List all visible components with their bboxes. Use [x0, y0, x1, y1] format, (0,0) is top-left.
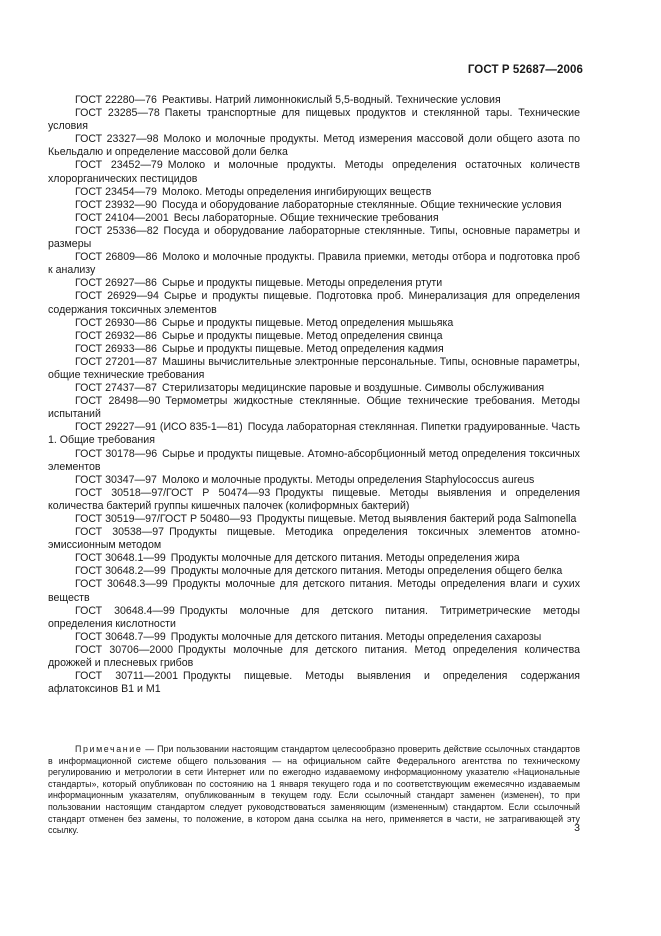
reference-title: Сырье и продукты пищевые. Подготовка проб. Минерализация для определения содержания токсичных элементов — [48, 290, 580, 316]
reference-title: Сырье и продукты пищевые. Методы определения ртути — [161, 277, 443, 290]
reference-title: Продукты пищевые. Методы выявления и определения количества бактерий группы кишечных палочек (колиформных бактерий) — [48, 486, 580, 512]
reference-code: ГОСТ 23452—79 — [75, 159, 163, 172]
reference-code: ГОСТ 25336—82 — [75, 224, 159, 237]
reference-code: ГОСТ 22280—76 — [75, 94, 157, 106]
reference-item — [48, 644, 580, 670]
reference-item — [48, 474, 580, 487]
reference-title: Продукты молочные для детского питания. Метод определения количества дрожжей и плесневых грибов — [48, 643, 580, 670]
reference-item — [48, 94, 580, 107]
reference-title: Молоко и молочные продукты. Метод измерения массовой доли общего азота по Кьельдалю и определение массовой доли белка — [48, 133, 580, 159]
reference-item — [48, 578, 580, 604]
reference-title: Молоко и молочные продукты. Методы определения Staphylococcus aureus — [161, 473, 535, 486]
reference-code: ГОСТ 28498—90 — [75, 395, 161, 408]
reference-title: Термометры жидкостные стеклянные. Общие технические требования. Методы испытаний — [48, 395, 580, 421]
reference-code: ГОСТ 27201—87 — [75, 355, 158, 368]
reference-item — [48, 631, 580, 644]
reference-code: ГОСТ 30648.7—99 — [75, 630, 166, 643]
reference-code: ГОСТ 30711—2001 — [75, 670, 179, 683]
reference-item — [48, 225, 580, 251]
reference-code: ГОСТ 30648.4—99 — [75, 604, 175, 617]
reference-code: ГОСТ 23454—79 — [75, 185, 157, 198]
reference-item — [48, 107, 580, 133]
reference-title: Продукты молочные для детского питания. Титриметрические методы определения кислотности — [48, 604, 581, 630]
reference-item — [48, 487, 580, 513]
reference-item — [48, 395, 580, 421]
reference-title: Молоко и молочные продукты. Правила приемки, методы отбора и подготовка проб к анализу — [48, 251, 580, 277]
reference-item — [48, 251, 580, 277]
reference-title: Пакеты транспортные для пищевых продуктов и стеклянной тары. Технические условия — [48, 107, 580, 133]
reference-code: ГОСТ 29227—91 (ИСО 835-1—81) — [75, 421, 243, 434]
reference-item — [48, 277, 580, 290]
reference-item — [48, 513, 580, 526]
normative-references-list — [48, 94, 580, 696]
reference-code: ГОСТ 26929—94 — [75, 290, 159, 303]
reference-item — [48, 159, 580, 185]
reference-code: ГОСТ 26932—86 — [75, 329, 157, 342]
reference-title: Стерилизаторы медицинские паровые и воздушные. Символы обслуживания — [161, 382, 545, 395]
reference-item — [48, 421, 580, 447]
reference-title: Продукты пищевые. Методика определения токсичных элементов атомно-эмиссионным методом — [48, 526, 580, 552]
reference-title: Сырье и продукты пищевые. Метод определения мышьяка — [161, 316, 454, 329]
reference-code: ГОСТ 23327—98 — [75, 133, 159, 146]
reference-item — [48, 330, 580, 343]
reference-item — [48, 552, 580, 565]
reference-title: Продукты молочные для детского питания. Методы определения общего белка — [170, 565, 563, 578]
reference-item — [48, 605, 580, 631]
reference-title: Сырье и продукты пищевые. Атомно-абсорбционный метод определения токсичных элементов — [48, 447, 580, 473]
reference-code: ГОСТ 26809—86 — [75, 251, 158, 264]
reference-code: ГОСТ 30347—97 — [75, 473, 157, 486]
reference-code: ГОСТ 26933—86 — [75, 342, 157, 355]
reference-item — [48, 343, 580, 356]
reference-code: ГОСТ 26927—86 — [75, 277, 157, 290]
reference-code: ГОСТ 30648.3—99 — [75, 578, 168, 591]
reference-title: Молоко и молочные продукты. Методы определения остаточных количеств хлорорганических пестицидов — [48, 159, 580, 185]
reference-code: ГОСТ 30648.2—99 — [75, 565, 166, 578]
reference-item — [48, 526, 580, 552]
reference-code: ГОСТ 24104—2001 — [75, 211, 169, 224]
reference-item — [48, 356, 580, 382]
reference-code: ГОСТ 30178—96 — [75, 447, 158, 460]
reference-item — [48, 317, 580, 330]
reference-item — [48, 186, 580, 199]
reference-title: Посуда лабораторная стеклянная. Пипетки градуированные. Часть 1. Общие требования — [48, 421, 580, 447]
reference-title: Продукты молочные для детского питания. Методы определения влаги и сухих веществ — [48, 578, 581, 604]
reference-item — [48, 199, 580, 212]
reference-code: ГОСТ 26930—86 — [75, 316, 157, 329]
reference-title: Сырье и продукты пищевые. Метод определения кадмия — [161, 342, 444, 355]
reference-title: Продукты молочные для детского питания. Методы определения жира — [170, 552, 520, 565]
reference-code: ГОСТ 23285—78 — [75, 107, 160, 120]
reference-item — [48, 212, 580, 225]
reference-item — [48, 670, 580, 696]
page-number: 3 — [574, 822, 580, 834]
reference-title: Машины вычислительные электронные персональные. Типы, основные параметры, общие технические требования — [48, 355, 580, 381]
note-text: — При пользовании настоящим стандартом целесообразно проверить действие ссылочных стандартов в информационной системе общего пользования — на официальном сайте Федерального агентства по техническому регулированию и метрологии в сети Интернет или по ежегодно издаваемому информационному указателю «Национальные стандарты», который опубликован по состоянию на 1 января текущего года и по соответствующим ежемесячно издаваемым информационным указателям, опубликованным в текущем году. Если ссылочный стандарт заменен (изменен), то при пользовании настоящим стандартом следует руководствоваться заменяющим (измененным) стандартом. Если ссылочный стандарт отменен без замены, то положение, в котором дана ссылка на него, применяется в части, не затрагивающей эту ссылку. — [48, 744, 580, 836]
reference-code: ГОСТ 30648.1—99 — [75, 552, 166, 565]
reference-title: Молоко. Методы определения ингибирующих веществ — [161, 185, 432, 198]
reference-title: Продукты пищевые. Метод выявления бактерий рода Salmonella — [256, 513, 577, 525]
reference-code: ГОСТ 30538—97 — [75, 526, 165, 539]
note-paragraph — [48, 744, 580, 837]
reference-code: ГОСТ 30706—2000 — [75, 643, 173, 656]
note-label: Примечание — [75, 744, 143, 754]
reference-item — [48, 448, 580, 474]
reference-title: Посуда и оборудование лабораторные стеклянные. Общие технические условия — [161, 198, 562, 211]
reference-code: ГОСТ 30518—97/ГОСТ Р 50474—93 — [75, 486, 271, 499]
reference-item — [48, 382, 580, 395]
reference-code: ГОСТ 27437—87 — [75, 382, 157, 395]
reference-title: Сырье и продукты пищевые. Метод определения свинца — [161, 329, 443, 342]
reference-title: Продукты молочные для детского питания. Методы определения сахарозы — [170, 630, 542, 643]
reference-code: ГОСТ 30519—97/ГОСТ Р 50480—93 — [75, 513, 252, 525]
reference-title: Весы лабораторные. Общие технические требования — [173, 211, 439, 224]
reference-item — [48, 290, 580, 316]
document-header: ГОСТ Р 52687—2006 — [467, 64, 583, 76]
reference-title: Реактивы. Натрий лимоннокислый 5,5-водный. Технические условия — [161, 94, 501, 106]
reference-title: Посуда и оборудование лабораторные стеклянные. Типы, основные параметры и размеры — [48, 224, 580, 251]
reference-title: Продукты пищевые. Методы выявления и определения содержания афлатоксинов В1 и М1 — [48, 670, 580, 696]
reference-code: ГОСТ 23932—90 — [75, 198, 157, 211]
reference-item — [48, 565, 580, 578]
reference-item — [48, 133, 580, 159]
